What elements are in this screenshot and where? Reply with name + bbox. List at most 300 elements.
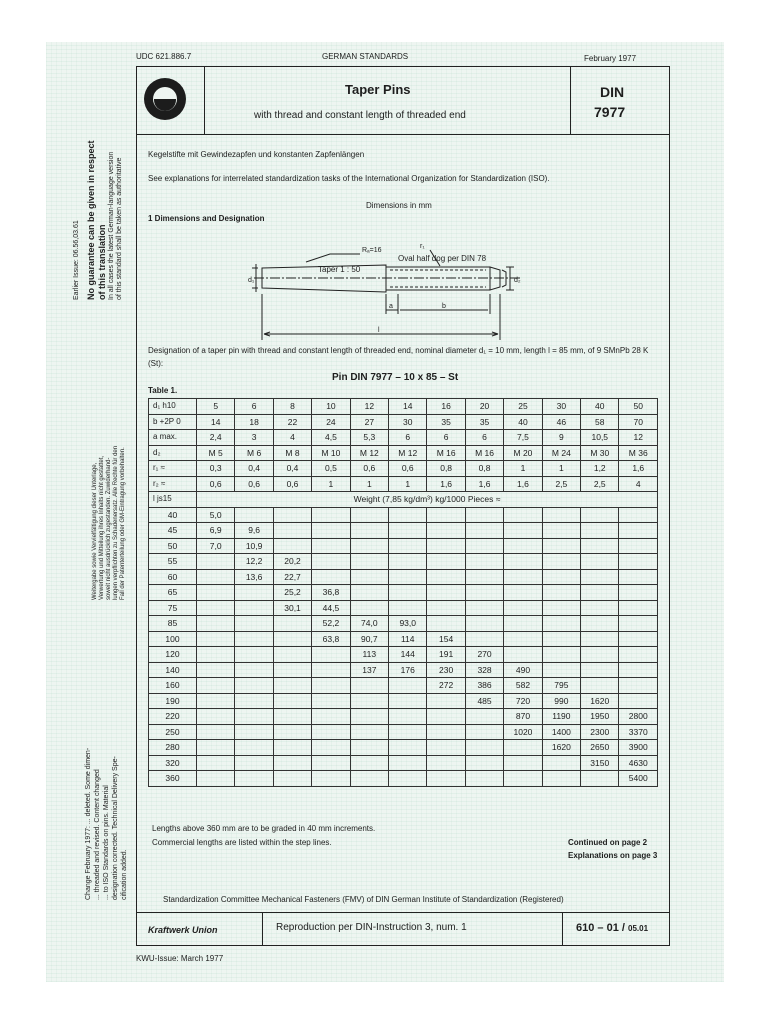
continued-note: Continued on page 2 — [568, 838, 648, 847]
length-cell: 190 — [149, 693, 197, 709]
weight-cell — [235, 678, 273, 694]
weight-cell — [312, 771, 350, 787]
weight-cell — [619, 523, 658, 539]
weight-cell — [504, 523, 542, 539]
weight-cell: 13,6 — [235, 569, 273, 585]
weight-cell — [235, 616, 273, 632]
page-code: 610 – 01 / 05.01 — [576, 922, 649, 934]
weight-cell — [235, 600, 273, 616]
taper-pin-drawing — [250, 234, 550, 344]
b-label: b — [442, 303, 446, 310]
length-row — [149, 600, 658, 616]
weight-cell — [619, 678, 658, 694]
weight-cell — [235, 709, 273, 725]
footer-divider-2 — [562, 912, 563, 946]
weight-cell — [465, 724, 503, 740]
weight-cell — [235, 647, 273, 663]
length-cell: 100 — [149, 631, 197, 647]
weight-cell: 191 — [427, 647, 465, 663]
lengths-note-1: Lengths above 360 mm are to be graded in 40 mm increments. — [152, 824, 376, 833]
weight-cell — [542, 647, 580, 663]
dimensions-weight-table — [148, 398, 658, 787]
weight-cell — [542, 538, 580, 554]
weight-cell — [389, 600, 427, 616]
weight-cell — [350, 678, 388, 694]
weight-cell — [312, 523, 350, 539]
weight-cell — [542, 507, 580, 523]
weight-cell — [197, 631, 235, 647]
param-value-cell: 14 — [197, 414, 235, 430]
weight-cell — [465, 755, 503, 771]
param-value-cell: 0,6 — [350, 461, 388, 477]
weight-cell — [465, 523, 503, 539]
weight-cell — [504, 600, 542, 616]
weight-cell: 230 — [427, 662, 465, 678]
weight-cell — [581, 507, 619, 523]
weight-cell — [312, 709, 350, 725]
weight-cell — [273, 647, 311, 663]
param-value-cell: M 6 — [235, 445, 273, 461]
param-value-cell: 27 — [350, 414, 388, 430]
r1-label: r₁ — [420, 243, 425, 250]
param-value-cell: 1 — [542, 461, 580, 477]
weight-cell — [273, 771, 311, 787]
weight-cell — [504, 616, 542, 632]
weight-cell: 2800 — [619, 709, 658, 725]
footer-divider-1 — [262, 912, 263, 946]
weight-cell — [350, 523, 388, 539]
weight-cell — [542, 600, 580, 616]
weight-header-cell: Weight (7,85 kg/dm³) kg/1000 Pieces ≈ — [197, 492, 658, 508]
length-cell: 360 — [149, 771, 197, 787]
title-divider-left — [204, 66, 205, 134]
weight-cell: 44,5 — [312, 600, 350, 616]
weight-cell: 3900 — [619, 740, 658, 756]
weight-cell — [619, 616, 658, 632]
weight-cell: 870 — [504, 709, 542, 725]
weight-cell — [465, 507, 503, 523]
weight-header-row — [149, 492, 658, 508]
param-label-cell: r₁ ≈ — [149, 461, 197, 477]
copyright-block: Weitergabe sowie Vervielfältigung dieser Unterlage, Verwertung und Mitteilung ihres Inhalts nicht gestattet, soweit nicht ausdrücklich zugestanden. Zuwiderhand- lungen verpflichten zu Schadenersatz. Alle Rechte für den Fall der Patenterteilung oder GM-Eintragung vorbehalten. — [92, 445, 126, 600]
weight-cell — [581, 523, 619, 539]
param-value-cell: 0,6 — [235, 476, 273, 492]
length-row — [149, 755, 658, 771]
weight-cell — [542, 662, 580, 678]
param-value-cell: 40 — [581, 399, 619, 415]
weight-cell: 582 — [504, 678, 542, 694]
weight-cell: 113 — [350, 647, 388, 663]
length-row — [149, 709, 658, 725]
weight-cell — [273, 523, 311, 539]
weight-cell: 52,2 — [312, 616, 350, 632]
weight-cell — [619, 600, 658, 616]
weight-cell — [389, 709, 427, 725]
param-value-cell: M 10 — [312, 445, 350, 461]
weight-cell: 6,9 — [197, 523, 235, 539]
weight-cell: 36,8 — [312, 585, 350, 601]
weight-cell — [427, 507, 465, 523]
weight-cell: 795 — [542, 678, 580, 694]
iso-note: See explanations for interrelated standardization tasks of the International Organization for Standardization (ISO). — [148, 174, 550, 183]
weight-cell — [312, 554, 350, 570]
weight-cell — [197, 771, 235, 787]
weight-cell — [312, 740, 350, 756]
weight-cell — [389, 771, 427, 787]
weight-cell: 176 — [389, 662, 427, 678]
weight-cell — [235, 724, 273, 740]
weight-cell — [542, 616, 580, 632]
weight-cell — [350, 554, 388, 570]
weight-cell — [389, 678, 427, 694]
length-row — [149, 616, 658, 632]
length-row — [149, 647, 658, 663]
param-value-cell: 1,2 — [581, 461, 619, 477]
weight-cell: 9,6 — [235, 523, 273, 539]
weight-cell: 30,1 — [273, 600, 311, 616]
param-label-cell: a max. — [149, 430, 197, 446]
weight-cell — [465, 585, 503, 601]
param-value-cell: 8 — [273, 399, 311, 415]
weight-cell — [389, 585, 427, 601]
weight-cell — [350, 600, 388, 616]
committee-line: Standardization Committee Mechanical Fasteners (FMV) of DIN German Institute of Standardization (Registered) — [163, 895, 564, 904]
weight-cell — [312, 507, 350, 523]
weight-cell: 154 — [427, 631, 465, 647]
length-cell: 55 — [149, 554, 197, 570]
length-cell: 60 — [149, 569, 197, 585]
length-row — [149, 693, 658, 709]
param-value-cell: 0,8 — [427, 461, 465, 477]
weight-cell — [235, 507, 273, 523]
weight-cell — [581, 771, 619, 787]
length-row — [149, 554, 658, 570]
weight-cell — [197, 678, 235, 694]
length-row — [149, 585, 658, 601]
weight-cell: 328 — [465, 662, 503, 678]
length-row — [149, 724, 658, 740]
param-row — [149, 399, 658, 415]
weight-cell — [389, 554, 427, 570]
weight-cell — [581, 631, 619, 647]
footer-top-line — [136, 912, 670, 913]
length-row — [149, 569, 658, 585]
param-value-cell: 1 — [389, 476, 427, 492]
weight-cell: 5400 — [619, 771, 658, 787]
weight-cell — [235, 662, 273, 678]
din-logo — [144, 78, 186, 120]
weight-cell — [273, 709, 311, 725]
weight-cell — [619, 647, 658, 663]
weight-cell — [389, 507, 427, 523]
weight-cell — [389, 523, 427, 539]
table-caption: Table 1. — [148, 386, 178, 395]
weight-cell — [350, 693, 388, 709]
weight-cell — [350, 755, 388, 771]
param-value-cell: 30 — [389, 414, 427, 430]
weight-cell — [542, 771, 580, 787]
weight-cell — [312, 724, 350, 740]
weight-cell — [504, 585, 542, 601]
length-cell: 140 — [149, 662, 197, 678]
weight-cell: 1950 — [581, 709, 619, 725]
weight-cell — [542, 523, 580, 539]
weight-cell — [312, 678, 350, 694]
earlier-issue: Earlier Issue: 06.56,03.61 — [73, 220, 80, 300]
param-value-cell: M 16 — [427, 445, 465, 461]
weight-cell — [197, 554, 235, 570]
l-label: l — [378, 327, 380, 334]
weight-cell — [273, 631, 311, 647]
weight-cell: 10,9 — [235, 538, 273, 554]
change-note-block: Change February 1977: ... deleted. Some dimen- ... threaded and revised. Content changed ... to ISO Standards on pins. Material designation corrected. Technical Delivery Spe- cification added. — [85, 747, 128, 900]
weight-cell — [350, 507, 388, 523]
weight-cell — [389, 538, 427, 554]
title-divider-right — [570, 66, 571, 134]
param-value-cell: M 16 — [465, 445, 503, 461]
length-cell: 320 — [149, 755, 197, 771]
weight-cell — [273, 538, 311, 554]
weight-cell — [197, 616, 235, 632]
param-value-cell: 10 — [312, 399, 350, 415]
param-value-cell: 9 — [542, 430, 580, 446]
param-row — [149, 430, 658, 446]
param-value-cell: 50 — [619, 399, 658, 415]
weight-cell — [235, 740, 273, 756]
length-row — [149, 662, 658, 678]
param-value-cell: 1,6 — [619, 461, 658, 477]
length-cell: 120 — [149, 647, 197, 663]
weight-cell — [312, 538, 350, 554]
weight-cell — [581, 569, 619, 585]
param-row — [149, 414, 658, 430]
param-value-cell: 0,4 — [273, 461, 311, 477]
param-value-cell: 14 — [389, 399, 427, 415]
param-value-cell: 6 — [389, 430, 427, 446]
section-title: 1 Dimensions and Designation — [148, 214, 265, 223]
weight-cell: 20,2 — [273, 554, 311, 570]
d1-label: d₁ — [248, 277, 255, 284]
weight-cell — [389, 569, 427, 585]
weight-cell — [312, 755, 350, 771]
radius-label: Rₐ=16 — [362, 247, 382, 254]
weight-cell — [427, 724, 465, 740]
param-label-cell: b +2P 0 — [149, 414, 197, 430]
weight-cell — [465, 554, 503, 570]
param-value-cell: 35 — [465, 414, 503, 430]
weight-cell — [427, 740, 465, 756]
weight-cell — [235, 771, 273, 787]
param-value-cell: 2,5 — [542, 476, 580, 492]
weight-cell — [350, 724, 388, 740]
param-value-cell: 20 — [465, 399, 503, 415]
title-sub: with thread and constant length of threaded end — [254, 110, 466, 121]
weight-cell — [581, 554, 619, 570]
weight-cell — [581, 616, 619, 632]
weight-cell — [235, 631, 273, 647]
param-value-cell: M 20 — [504, 445, 542, 461]
param-label-cell: d₂ — [149, 445, 197, 461]
weight-cell: 990 — [542, 693, 580, 709]
param-value-cell: 1 — [504, 461, 542, 477]
weight-cell — [619, 662, 658, 678]
explanations-note: Explanations on page 3 — [568, 851, 658, 860]
param-value-cell: 0,4 — [235, 461, 273, 477]
weight-cell — [504, 554, 542, 570]
weight-cell — [465, 771, 503, 787]
weight-cell — [312, 662, 350, 678]
weight-cell — [312, 569, 350, 585]
param-value-cell: 4 — [273, 430, 311, 446]
weight-cell — [350, 740, 388, 756]
length-cell: 50 — [149, 538, 197, 554]
length-header-cell: l js15 — [149, 492, 197, 508]
weight-cell: 720 — [504, 693, 542, 709]
weight-cell: 7,0 — [197, 538, 235, 554]
din-number: 7977 — [594, 104, 626, 120]
weight-cell — [504, 647, 542, 663]
param-value-cell: 3 — [235, 430, 273, 446]
length-cell: 85 — [149, 616, 197, 632]
guarantee-block: No guarantee can be given in respect of this translation In all cases the latest German-language version of this standard shall be taken as authoritative — [86, 140, 123, 300]
weight-cell — [389, 755, 427, 771]
weight-cell — [197, 709, 235, 725]
param-value-cell: 40 — [504, 414, 542, 430]
param-value-cell: M 24 — [542, 445, 580, 461]
length-row — [149, 507, 658, 523]
weight-cell — [273, 693, 311, 709]
weight-cell: 25,2 — [273, 585, 311, 601]
weight-cell — [504, 569, 542, 585]
udc-number: UDC 621.886.7 — [136, 52, 192, 61]
weight-cell — [619, 569, 658, 585]
weight-cell: 1020 — [504, 724, 542, 740]
param-value-cell: M 8 — [273, 445, 311, 461]
weight-cell — [350, 771, 388, 787]
weight-cell — [197, 569, 235, 585]
param-value-cell: 0,3 — [197, 461, 235, 477]
weight-cell: 74,0 — [350, 616, 388, 632]
param-value-cell: 6 — [465, 430, 503, 446]
param-value-cell: 16 — [427, 399, 465, 415]
param-value-cell: 46 — [542, 414, 580, 430]
param-row — [149, 476, 658, 492]
weight-cell — [427, 585, 465, 601]
weight-cell — [542, 631, 580, 647]
weight-cell: 90,7 — [350, 631, 388, 647]
param-value-cell: 10,5 — [581, 430, 619, 446]
weight-cell — [542, 569, 580, 585]
weight-cell: 2650 — [581, 740, 619, 756]
weight-cell: 144 — [389, 647, 427, 663]
param-value-cell: 0,6 — [197, 476, 235, 492]
weight-cell — [427, 569, 465, 585]
param-value-cell: 2,5 — [581, 476, 619, 492]
weight-cell — [312, 647, 350, 663]
weight-cell: 490 — [504, 662, 542, 678]
weight-cell: 386 — [465, 678, 503, 694]
a-label: a — [389, 303, 393, 310]
param-value-cell: 0,8 — [465, 461, 503, 477]
weight-cell — [273, 507, 311, 523]
weight-cell — [273, 616, 311, 632]
d2-label: d₂ — [514, 277, 521, 284]
weight-cell: 22,7 — [273, 569, 311, 585]
standards-label: GERMAN STANDARDS — [322, 52, 409, 61]
length-row — [149, 631, 658, 647]
weight-cell: 114 — [389, 631, 427, 647]
param-value-cell: 70 — [619, 414, 658, 430]
weight-cell — [427, 554, 465, 570]
dimensions-note: Dimensions in mm — [366, 201, 432, 210]
weight-cell — [581, 662, 619, 678]
weight-cell — [197, 585, 235, 601]
weight-cell — [504, 755, 542, 771]
weight-cell — [465, 569, 503, 585]
designation-text: Designation of a taper pin with thread and constant length of threaded end, nominal diameter d₁ = 10 mm, length l = 85 mm, of 9 SMnPb 28 K (St): — [148, 346, 649, 368]
param-value-cell: 0,6 — [273, 476, 311, 492]
length-cell: 160 — [149, 678, 197, 694]
length-row — [149, 678, 658, 694]
weight-cell: 93,0 — [389, 616, 427, 632]
param-value-cell: 5 — [197, 399, 235, 415]
weight-cell — [504, 631, 542, 647]
weight-cell — [350, 709, 388, 725]
weight-cell: 1190 — [542, 709, 580, 725]
weight-cell — [427, 693, 465, 709]
length-row — [149, 538, 658, 554]
param-value-cell: 24 — [312, 414, 350, 430]
length-row — [149, 771, 658, 787]
weight-cell — [235, 755, 273, 771]
weight-cell: 272 — [427, 678, 465, 694]
weight-cell — [542, 755, 580, 771]
weight-cell — [581, 647, 619, 663]
weight-cell — [504, 507, 542, 523]
weight-cell — [389, 724, 427, 740]
issue-date: February 1977 — [584, 54, 637, 63]
weight-cell — [273, 724, 311, 740]
weight-cell — [427, 538, 465, 554]
param-row — [149, 461, 658, 477]
param-value-cell: 12 — [350, 399, 388, 415]
weight-cell — [197, 740, 235, 756]
weight-cell: 1620 — [542, 740, 580, 756]
weight-cell: 137 — [350, 662, 388, 678]
param-value-cell: 1,6 — [504, 476, 542, 492]
length-cell: 250 — [149, 724, 197, 740]
param-value-cell: 12 — [619, 430, 658, 446]
company-name: Kraftwerk Union — [148, 925, 218, 935]
param-value-cell: 22 — [273, 414, 311, 430]
length-cell: 220 — [149, 709, 197, 725]
weight-cell — [273, 755, 311, 771]
weight-cell: 2300 — [581, 724, 619, 740]
weight-cell — [312, 693, 350, 709]
weight-cell — [504, 740, 542, 756]
weight-cell — [427, 600, 465, 616]
weight-cell — [197, 662, 235, 678]
weight-cell — [581, 538, 619, 554]
length-row — [149, 523, 658, 539]
param-value-cell: 30 — [542, 399, 580, 415]
weight-cell — [542, 585, 580, 601]
weight-cell — [197, 647, 235, 663]
param-value-cell: 1 — [350, 476, 388, 492]
weight-cell — [427, 523, 465, 539]
weight-cell — [427, 709, 465, 725]
length-row — [149, 740, 658, 756]
